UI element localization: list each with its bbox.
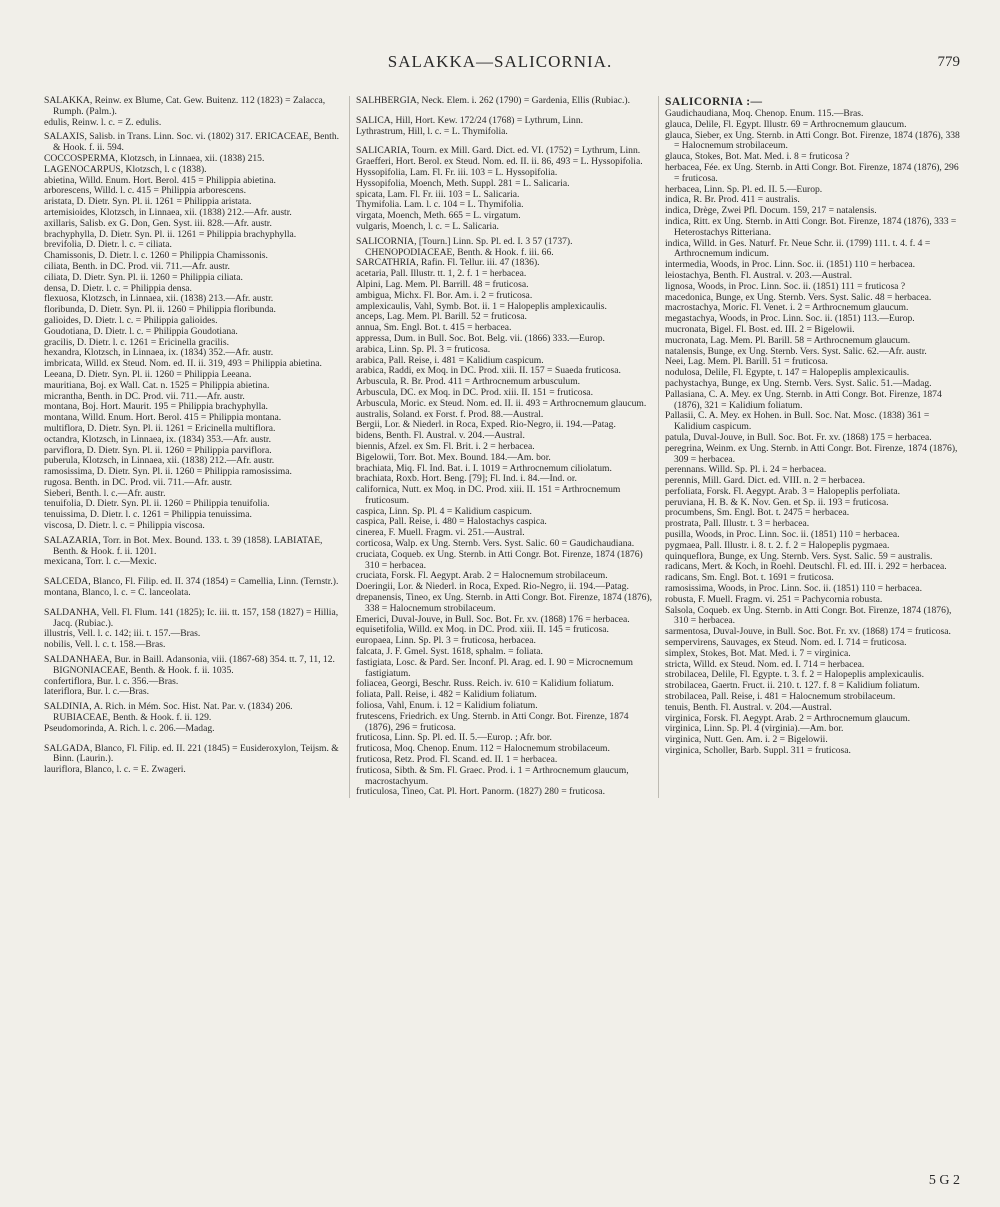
- index-entry: brevifolia, D. Dietr. l. c. = ciliata.: [44, 239, 172, 251]
- index-entry: vulgaris, Moench, l. c. = L. Salicaria.: [356, 220, 499, 232]
- index-entry: herbacea, Fée. ex Ung. Sternb. in Atti Congr. Bot. Firenze, 1874 (1876), 296 = fruticosa.: [665, 161, 959, 184]
- index-entry: patula, Duval-Jouve, in Bull. Soc. Bot. Fr. xv. (1868) 175 = herbacea.: [665, 431, 932, 443]
- index-entry: illustris, Vell. l. c. 142; iii. t. 157.—Bras.: [44, 628, 201, 640]
- index-entry: parviflora, D. Dietr. Syn. Pl. ii. 1260 = Philippia parviflora.: [44, 444, 272, 456]
- index-entry: ciliata, D. Dietr. Syn. Pl. ii. 1260 = Philippia ciliata.: [44, 271, 243, 283]
- index-entry: mauritiana, Boj. ex Wall. Cat. n. 1525 = Philippia abietina.: [44, 379, 270, 391]
- index-entry: tenuis, Benth. Fl. Austral. v. 204.—Austral.: [665, 701, 832, 713]
- index-entry: indica, R. Br. Prod. 411 = australis.: [665, 194, 800, 206]
- index-entry: europaea, Linn. Sp. Pl. 3 = fruticosa, herbacea.: [356, 635, 536, 647]
- index-entry: Pallasii, C. A. Mey. ex Hohen. in Bull. Soc. Nat. Mosc. (1838) 361 = Kalidium caspicum.: [665, 410, 930, 433]
- index-entry: pusilla, Woods, in Proc. Linn. Soc. ii. (1851) 110 = herbacea.: [665, 529, 900, 541]
- index-entry: Pallasiana, C. A. Mey. ex Ung. Sternb. in Atti Congr. Bot. Firenze, 1874 (1876), 321 = Kalidium foliatum.: [665, 388, 942, 411]
- index-entry: virgata, Moench, Meth. 665 = L. virgatum.: [356, 210, 521, 222]
- index-entry: brachiata, Miq. Fl. Ind. Bat. i. I. 1019 = Arthrocnemum ciliolatum.: [356, 462, 612, 474]
- index-entry: cinerea, F. Muell. Fragm. vi. 251.—Austral.: [356, 527, 525, 539]
- index-entry: strobilacea, Delile, Fl. Egypte. t. 3. f. 2 = Halopeplis amplexicaulis.: [665, 669, 925, 681]
- index-entry: fruticosa, Linn. Sp. Pl. ed. II. 5.—Europ. ; Afr. bor.: [356, 732, 552, 744]
- column-middle: [349, 96, 653, 798]
- index-entry: glauca, Stokes, Bot. Mat. Med. i. 8 = fruticosa ?: [665, 151, 850, 163]
- index-entry: robusta, F. Muell. Fragm. vi. 251 = Pachycornia robusta.: [665, 593, 883, 605]
- index-entry: floribunda, D. Dietr. Syn. Pl. ii. 1260 = Philippia floribunda.: [44, 304, 276, 316]
- column-right: [658, 96, 962, 798]
- column-heading: SALICORNIA :—: [665, 96, 763, 108]
- index-entry: foliata, Pall. Reise, i. 482 = Kalidium foliatum.: [356, 689, 537, 701]
- index-entry: procumbens, Sm. Engl. Bot. t. 2475 = herbacea.: [665, 507, 850, 519]
- index-entry: Gaudichaudiana, Moq. Chenop. Enum. 115.—Bras.: [665, 108, 864, 119]
- index-entry: cruciata, Forsk. Fl. Aegypt. Arab. 2 = Halocnemum strobilaceum.: [356, 570, 608, 582]
- index-entry: stricta, Willd. ex Steud. Nom. ed. I. 714 = herbacea.: [665, 658, 865, 670]
- index-entry: galioides, D. Dietr. l. c. = Philippia galioides.: [44, 314, 218, 326]
- index-entry: nodulosa, Delile, Fl. Egypte, t. 147 = Halopeplis amplexicaulis.: [665, 367, 910, 379]
- index-entry: fruticulosa, Tineo, Cat. Pl. Hort. Panorm. (1827) 280 = fruticosa.: [356, 786, 605, 798]
- index-entry: brachiata, Roxb. Hort. Beng. [79]; Fl. Ind. i. 84.—Ind. or.: [356, 473, 577, 485]
- index-entry: abietina, Willd. Enum. Hort. Berol. 415 = Philippia abietina.: [44, 174, 276, 186]
- index-entry: glauca, Delile, Fl. Egypt. Illustr. 69 = Arthrocnemum glaucum.: [665, 118, 907, 130]
- index-entry: tenuifolia, D. Dietr. Syn. Pl. ii. 1260 = Philippia tenuifolia.: [44, 498, 270, 510]
- index-entry: confertiflora, Bur. l. c. 356.—Bras.: [44, 675, 179, 687]
- index-entry: aristata, D. Dietr. Syn. Pl. ii. 1261 = Philippia aristata.: [44, 196, 252, 208]
- index-entry: appressa, Dum. in Bull. Soc. Bot. Belg. vii. (1866) 333.—Europ.: [356, 332, 605, 344]
- index-entry: anceps, Lag. Mem. Pl. Barill. 52 = fruticosa.: [356, 311, 527, 323]
- index-entry: peregrina, Weinm. ex Ung. Sternb. in Atti Congr. Bot. Firenze, 1874 (1876), 309 = herbacea.: [665, 442, 958, 465]
- index-entry: mucronata, Lag. Mem. Pl. Barill. 58 = Arthrocnemum glaucum.: [665, 334, 911, 346]
- index-entry: SALAZARIA, Torr. in Bot. Mex. Bound. 133. t. 39 (1858). LABIATAE, Benth. & Hook. f. ii. 1201.: [44, 534, 323, 557]
- columns: [44, 96, 962, 798]
- index-entry: natalensis, Bunge, ex Ung. Sternb. Vers. Syst. Salic. 62.—Afr. austr.: [665, 345, 927, 357]
- index-entry: perfoliata, Forsk. Fl. Aegypt. Arab. 3 = Halopeplis perfoliata.: [665, 485, 901, 497]
- index-entry: foliosa, Vahl, Enum. i. 12 = Kalidium foliatum.: [356, 700, 538, 712]
- index-entry: frutescens, Friedrich. ex Ung. Sternb. in Atti Congr. Bot. Firenze, 1874 (1876), 296 = fruticosa.: [356, 710, 629, 733]
- index-entry: Lythrastrum, Hill, l. c. = L. Thymifolia.: [356, 125, 508, 137]
- index-entry: virginica, Forsk. Fl. Aegypt. Arab. 2 = Arthrocnemum glaucum.: [665, 712, 911, 724]
- index-entry: Chamissonis, D. Dietr. l. c. 1260 = Philippia Chamissonis.: [44, 250, 268, 262]
- index-entry: tenuissima, D. Dietr. l. c. 1261 = Philippia tenuissima.: [44, 509, 252, 521]
- index-entry: SALGADA, Blanco, Fl. Filip. ed. II. 221 (1845) = Eusideroxylon, Teijsm. & Binn. (Laurin.).: [44, 742, 339, 765]
- index-entry: macrostachya, Moric. Fl. Venet. i. 2 = Arthrocnemum glaucum.: [665, 302, 909, 314]
- index-entry: sempervirens, Sauvages, ex Steud. Nom. ed. I. 714 = fruticosa.: [665, 637, 907, 649]
- index-entry: bidens, Benth. Fl. Austral. v. 204.—Austral.: [356, 430, 525, 442]
- index-entry: SALDANHA, Vell. Fl. Flum. 141 (1825); Ic. iii. tt. 157, 158 (1827) = Hillia, Jacq. (Rubiac.).: [44, 606, 339, 629]
- index-entry: arborescens, Willd. l. c. 415 = Philippia arborescens.: [44, 185, 247, 197]
- index-entry: peruviana, H. B. & K. Nov. Gen. et Sp. ii. 193 = fruticosa.: [665, 496, 889, 508]
- index-entry: caspica, Pall. Reise, i. 480 = Halostachys caspica.: [356, 516, 547, 528]
- index-entry: SALICORNIA, [Tourn.] Linn. Sp. Pl. ed. I. 3 57 (1737). CHENOPODIACEAE, Benth. & Hook. f. iii. 66.: [356, 235, 573, 258]
- index-entry: Hyssopifolia, Moench, Meth. Suppl. 281 = L. Salicaria.: [356, 177, 570, 189]
- index-entry: equisetifolia, Willd. ex Moq. in DC. Prod. xiii. II. 145 = fruticosa.: [356, 624, 609, 636]
- index-entry: megastachya, Woods, in Proc. Linn. Soc. ii. (1851) 113.—Europ.: [665, 313, 915, 325]
- index-entry: perennis, Mill. Gard. Dict. ed. VIII. n. 2 = herbacea.: [665, 475, 865, 487]
- index-entry: multiflora, D. Dietr. Syn. Pl. ii. 1261 = Ericinella multiflora.: [44, 422, 276, 434]
- index-entry: SALICARIA, Tourn. ex Mill. Gard. Dict. ed. VI. (1752) = Lythrum, Linn.: [356, 145, 641, 157]
- index-entry: acetaria, Pall. Illustr. tt. 1, 2. f. 1 = herbacea.: [356, 268, 527, 280]
- index-entry: biennis, Afzel. ex Sm. Fl. Brit. i. 2 = herbacea.: [356, 440, 535, 452]
- index-entry: Neei, Lag. Mem. Pl. Barill. 51 = fruticosa.: [665, 356, 828, 368]
- index-entry: australis, Soland. ex Forst. f. Prod. 88.—Austral.: [356, 408, 544, 420]
- index-entry: spicata, Lam. Fl. Fr. iii. 103 = L. Salicaria.: [356, 188, 520, 200]
- index-entry: SARCATHRIA, Rafin. Fl. Tellur. iii. 47 (1836).: [356, 257, 540, 269]
- index-entry: ciliata, Benth. in DC. Prod. vii. 711.—Afr. austr.: [44, 260, 230, 272]
- index-entry: SALICA, Hill, Hort. Kew. 172/24 (1768) = Lythrum, Linn.: [356, 114, 584, 126]
- index-entry: puberula, Klotzsch, in Linnaea, xii. (1838) 212.—Afr. austr.: [44, 455, 275, 467]
- index-entry: Sieberi, Benth. l. c.—Afr. austr.: [44, 487, 166, 499]
- index-entry: flexuosa, Klotzsch, in Linnaea, xii. (1838) 213.—Afr. austr.: [44, 293, 274, 305]
- index-entry: micrantha, Benth. in DC. Prod. vii. 711.—Afr. austr.: [44, 390, 245, 402]
- index-entry: montana, Boj. Hort. Maurit. 195 = Philippia brachyphylla.: [44, 401, 268, 413]
- index-entry: Graefferi, Hort. Berol. ex Steud. Nom. ed. II. ii. 86, 493 = L. Hyssopifolia.: [356, 156, 643, 168]
- index-entry: virginica, Nutt. Gen. Am. i. 2 = Bigelowii.: [665, 734, 828, 746]
- index-entry: radicans, Mert. & Koch, in Roehl. Deutschl. Fl. ed. III. i. 292 = herbacea.: [665, 561, 947, 573]
- index-entry: leiostachya, Benth. Fl. Austral. v. 203.—Austral.: [665, 269, 852, 281]
- index-entry: fastigiata, Losc. & Pard. Ser. Inconf. Pl. Arag. ed. I. 90 = Microcnemum fastigiatum.: [356, 656, 633, 679]
- index-entry: amplexicaulis, Vahl, Symb. Bot. ii. 1 = Halopeplis amplexicaulis.: [356, 300, 607, 312]
- index-entry: glauca, Sieber, ex Ung. Sternb. in Atti Congr. Bot. Firenze, 1874 (1876), 338 = Halocnemum strobilaceum.: [665, 129, 960, 152]
- index-entry: prostrata, Pall. Illustr. t. 3 = herbacea.: [665, 518, 810, 530]
- index-entry: drepanensis, Tineo, ex Ung. Sternb. in Atti Congr. Bot. Firenze, 1874 (1876), 338 = Halocnemum strobilaceum.: [356, 592, 653, 614]
- index-entry: LAGENOCARPUS, Klotzsch, l. c (1838).: [44, 163, 207, 175]
- index-entry: strobilacea, Pall. Reise, i. 481 = Halocnemum strobilaceum.: [665, 691, 896, 703]
- index-entry: nobilis, Vell. l. c. t. 158.—Bras.: [44, 639, 166, 651]
- index-entry: Pseudomorinda, A. Rich. l. c. 206.—Madag.: [44, 722, 215, 734]
- index-entry: indica, Willd. in Ges. Naturf. Fr. Neue Schr. ii. (1799) 111. t. 4. f. 4 = Arthrocnemum indicum.: [665, 237, 931, 260]
- index-entry: ramosissima, D. Dietr. Syn. Pl. ii. 1260 = Philippia ramosissima.: [44, 466, 292, 478]
- page-title: SALAKKA—SALICORNIA.: [387, 52, 613, 71]
- index-entry: densa, D. Dietr. l. c. = Philippia densa.: [44, 282, 192, 294]
- index-entry: annua, Sm. Engl. Bot. t. 415 = herbacea.: [356, 322, 512, 334]
- index-entry: Hyssopifolia, Lam. Fl. Fr. iii. 103 = L. Hyssopifolia.: [356, 166, 558, 178]
- index-entry: SALHBERGIA, Neck. Elem. i. 262 (1790) = Gardenia, Ellis (Rubiac.).: [356, 96, 630, 106]
- index-entry: Doeringii, Lor. & Niederl. in Roca, Exped. Rio-Negro, ii. 194.—Patag.: [356, 581, 629, 593]
- index-entry: Emerici, Duval-Jouve, in Bull. Soc. Bot. Fr. xv. (1868) 176 = herbacea.: [356, 613, 630, 625]
- index-entry: fruticosa, Sibth. & Sm. Fl. Graec. Prod. i. 1 = Arthrocnemum glaucum, macrostachyum.: [356, 764, 629, 787]
- index-entry: Thymifolia. Lam. l. c. 104 = L. Thymifolia.: [356, 199, 524, 211]
- index-entry: arabica, Linn. Sp. Pl. 3 = fruticosa.: [356, 343, 491, 355]
- index-entry: pygmaea, Pall. Illustr. i. 8. t. 2. f. 2 = Halopeplis pygmaea.: [665, 539, 890, 551]
- index-entry: arabica, Pall. Reise, i. 481 = Kalidium caspicum.: [356, 354, 544, 366]
- index-entry: herbacea, Linn. Sp. Pl. ed. II. 5.—Europ.: [665, 183, 823, 195]
- index-entry: virginica, Linn. Sp. Pl. 4 (virginia).—Am. bor.: [665, 723, 844, 735]
- index-entry: Bigelowii, Torr. Bot. Mex. Bound. 184.—Am. bor.: [356, 451, 551, 463]
- index-entry: montana, Blanco, l. c. = C. lanceolata.: [44, 587, 191, 599]
- index-entry: simplex, Stokes, Bot. Mat. Med. i. 7 = virginica.: [665, 647, 851, 659]
- index-entry: Leeana, D. Dietr. Syn. Pl. ii. 1260 = Philippia Leeana.: [44, 368, 252, 380]
- index-entry: lauriflora, Blanco, l. c. = E. Zwageri.: [44, 764, 186, 776]
- index-entry: radicans, Sm. Engl. Bot. t. 1691 = fruticosa.: [665, 572, 834, 584]
- index-entry: artemisioides, Klotzsch, in Linnaea, xii. (1838) 212.—Afr. austr.: [44, 206, 292, 218]
- signature-mark: 5 G 2: [928, 1173, 960, 1188]
- index-entry: hexandra, Klotzsch, in Linnaea, ix. (1834) 352.—Afr. austr.: [44, 347, 274, 359]
- index-entry: fruticosa, Retz. Prod. Fl. Scand. ed. II. 1 = herbacea.: [356, 754, 558, 766]
- index-entry: brachyphylla, D. Dietr. Syn. Pl. ii. 1261 = Philippia brachyphylla.: [44, 228, 297, 240]
- index-entry: edulis, Reinw. l. c. = Z. edulis.: [44, 116, 162, 128]
- index-entry: SALDANHAEA, Bur. in Baill. Adansonia, viii. (1867-68) 354. tt. 7, 11, 12. BIGNONIACEAE, Benth. & Hook. f. ii. 1035.: [44, 654, 335, 676]
- index-entry: strobilacea, Gaertn. Fruct. ii. 210. t. 127. f. 8 = Kalidium foliatum.: [665, 680, 920, 692]
- index-entry: montana, Willd. Enum. Hort. Berol. 415 = Philippia montana.: [44, 412, 282, 424]
- index-entry: octandra, Klotzsch, in Linnaea, ix. (1834) 353.—Afr. austr.: [44, 433, 271, 445]
- index-entry: axillaris, Salisb. ex G. Don, Gen. Syst. iii. 828.—Afr. austr.: [44, 217, 272, 229]
- index-entry: indica, Drège, Zwei Pfl. Docum. 159, 217 = natalensis.: [665, 205, 877, 217]
- index-entry: falcata, J. F. Gmel. Syst. 1618, sphalm. = foliata.: [356, 646, 543, 658]
- index-entry: rugosa. Benth. in DC. Prod. vii. 711.—Afr. austr.: [44, 476, 233, 488]
- index-entry: foliacea, Georgi, Beschr. Russ. Reich. iv. 610 = Kalidium foliatum.: [356, 678, 614, 690]
- index-entry: Bergii, Lor. & Niederl. in Roca, Exped. Rio-Negro, ii. 194.—Patag.: [356, 419, 616, 431]
- index-entry: SALAKKA, Reinw. ex Blume, Cat. Gew. Buitenz. 112 (1823) = Zalacca, Rumph. (Palm.).: [44, 96, 326, 117]
- running-head: [40, 52, 960, 76]
- index-entry: ambigua, Michx. Fl. Bor. Am. i. 2 = fruticosa.: [356, 289, 533, 301]
- index-entry: pachystachya, Bunge, ex Ung. Sternb. Vers. Syst. Salic. 51.—Madag.: [665, 377, 932, 389]
- index-entry: mucronata, Bigel. Fl. Bost. ed. III. 2 = Bigelowii.: [665, 323, 855, 335]
- index-entry: fruticosa, Moq. Chenop. Enum. 112 = Halocnemum strobilaceum.: [356, 743, 610, 755]
- index-entry: virginica, Scholler, Barb. Suppl. 311 = fruticosa.: [665, 745, 851, 757]
- index-entry: macedonica, Bunge, ex Ung. Sternb. Vers. Syst. Salic. 48 = herbacea.: [665, 291, 932, 303]
- index-entry: sarmentosa, Duval-Jouve, in Bull. Soc. Bot. Fr. xv. (1868) 174 = fruticosa.: [665, 626, 951, 638]
- index-entry: SALCEDA, Blanco, Fl. Filip. ed. II. 374 (1854) = Camellia, Linn. (Ternstr.).: [44, 576, 339, 588]
- index-entry: lignosa, Woods, in Proc. Linn. Soc. ii. (1851) 111 = fruticosa ?: [665, 280, 906, 292]
- index-entry: viscosa, D. Dietr. l. c. = Philippia viscosa.: [44, 520, 205, 532]
- index-entry: ramosissima, Woods, in Proc. Linn. Soc. ii. (1851) 110 = herbacea.: [665, 583, 922, 595]
- index-entry: Arbuscula, R. Br. Prod. 411 = Arthrocnemum arbusculum.: [356, 376, 581, 388]
- index-entry: caspica, Linn. Sp. Pl. 4 = Kalidium caspicum.: [356, 505, 532, 517]
- index-entry: arabica, Raddi, ex Moq. in DC. Prod. xiii. II. 157 = Suaeda fruticosa.: [356, 365, 621, 377]
- index-entry: SALDINIA, A. Rich. in Mém. Soc. Hist. Nat. Par. v. (1834) 206. RUBIACEAE, Benth. & Hook. f. ii. 129.: [44, 701, 293, 724]
- index-entry: perennans. Willd. Sp. Pl. i. 24 = herbacea.: [665, 464, 827, 476]
- index-entry: mexicana, Torr. l. c.—Mexic.: [44, 556, 157, 568]
- index-entry: gracilis, D. Dietr. l. c. 1261 = Ericinella gracilis.: [44, 336, 229, 348]
- index-entry: Arbuscula, DC. ex Moq. in DC. Prod. xiii. II. 151 = fruticosa.: [356, 386, 593, 398]
- index-entry: corticosa, Walp. ex Ung. Sternb. Vers. Syst. Salic. 60 = Gaudichaudiana.: [356, 538, 635, 550]
- index-entry: Alpini, Lag. Mem. Pl. Barrill. 48 = fruticosa.: [356, 278, 529, 290]
- index-entry: Arbuscula, Moric. ex Steud. Nom. ed. II. ii. 493 = Arthrocnemum glaucum.: [356, 397, 647, 409]
- index-entry: californica, Nutt. ex Moq. in DC. Prod. xiii. II. 151 = Arthrocnemum fruticosum.: [356, 484, 621, 506]
- index-entry: lateriflora, Bur. l. c.—Bras.: [44, 686, 149, 698]
- index-entry: Salsola, Coqueb. ex Ung. Sternb. in Atti Congr. Bot. Firenze, 1874 (1876), 310 = herbacea.: [665, 604, 952, 627]
- index-entry: COCCOSPERMA, Klotzsch, in Linnaea, xii. (1838) 215.: [44, 152, 265, 164]
- index-entry: intermedia, Woods, in Proc. Linn. Soc. ii. (1851) 110 = herbacea.: [665, 259, 916, 271]
- index-entry: imbricata, Willd. ex Steud. Nom. ed. II. ii. 319, 493 = Philippia abietina.: [44, 358, 322, 370]
- index-entry: SALAXIS, Salisb. in Trans. Linn. Soc. vi. (1802) 317. ERICACEAE, Benth. & Hook. f. ii. 594.: [44, 131, 340, 154]
- column-left: [44, 96, 344, 798]
- index-entry: quinqueflora, Bunge, ex Ung. Sternb. Vers. Syst. Salic. 59 = australis.: [665, 550, 933, 562]
- index-entry: cruciata, Coqueb. ex Ung. Sternb. in Atti Congr. Bot. Firenze, 1874 (1876) 310 = herbacea.: [356, 548, 643, 571]
- page-number: 779: [937, 54, 960, 70]
- index-entry: Goudotiana, D. Dietr. l. c. = Philippia Goudotiana.: [44, 325, 238, 337]
- index-entry: indica, Ritt. ex Ung. Sternb. in Atti Congr. Bot. Firenze, 1874 (1876), 333 = Heterostachys Ritteriana.: [665, 215, 957, 238]
